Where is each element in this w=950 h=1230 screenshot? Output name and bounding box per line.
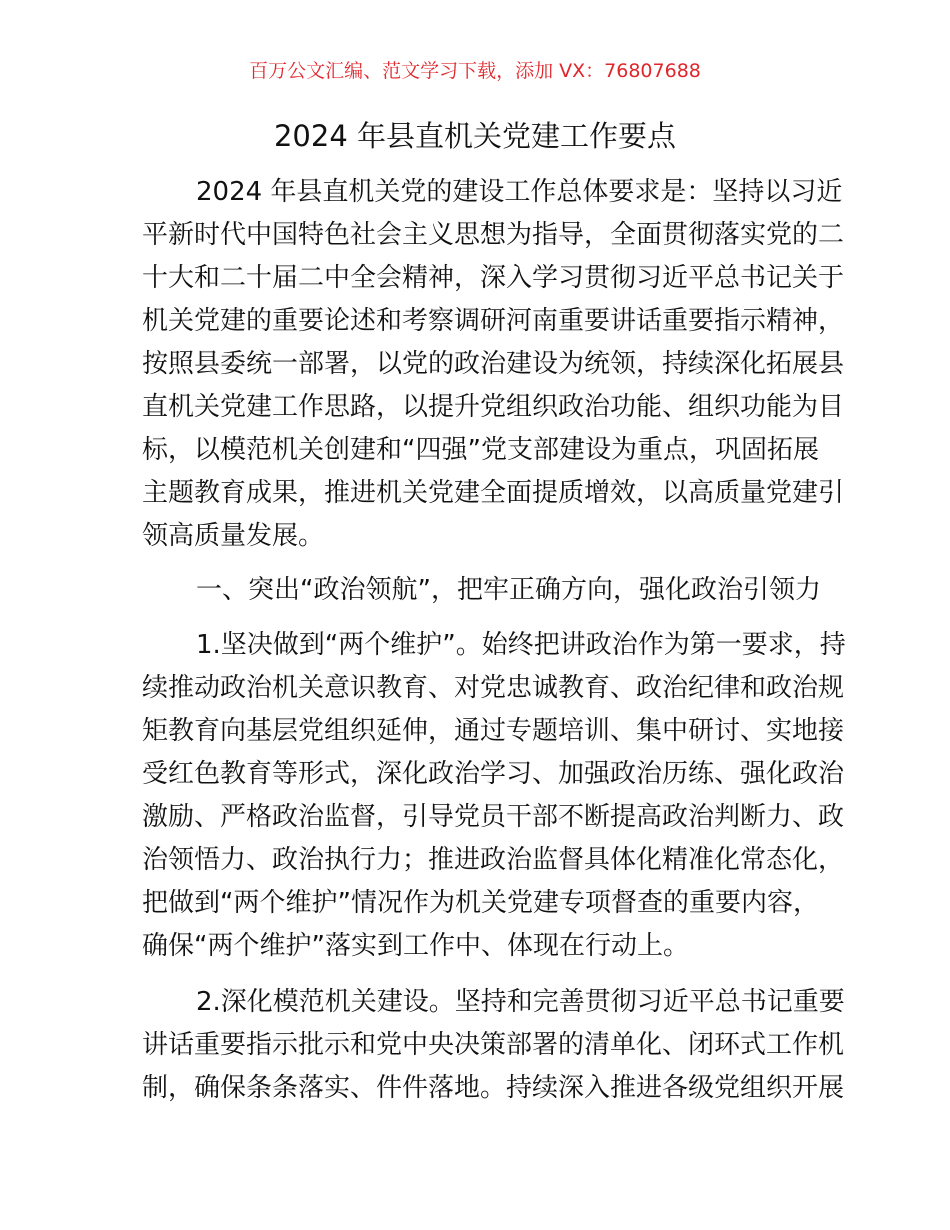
paragraph-line: 2.深化模范机关建设。坚持和完善贯彻习近平总书记重要 [196, 987, 845, 1017]
watermark-header: 百万公文汇编、范文学习下载，添加 VX：76807688 [249, 60, 701, 82]
paragraph-line: 续推动政治机关意识教育、对党忠诚教育、政治纪律和政治规 [142, 673, 845, 703]
document-title: 2024 年县直机关党建工作要点 [273, 119, 677, 153]
paragraph-line: 讲话重要指示批示和党中央决策部署的清单化、闭环式工作机 [142, 1030, 845, 1060]
paragraph-line: 制，确保条条落实、件件落地。持续深入推进各级党组织开展 [142, 1073, 845, 1103]
paragraph-line: 直机关党建工作思路，以提升党组织政治功能、组织功能为目 [142, 392, 845, 422]
paragraph-line: 平新时代中国特色社会主义思想为指导，全面贯彻落实党的二 [142, 220, 845, 250]
paragraph-line: 1.坚决做到“两个维护”。始终把讲政治作为第一要求，持 [196, 630, 846, 660]
paragraph-line: 确保“两个维护”落实到工作中、体现在行动上。 [142, 931, 689, 961]
paragraph-line: 机关党建的重要论述和考察调研河南重要讲话重要指示精神， [142, 306, 845, 336]
paragraph-line: 主题教育成果，推进机关党建全面提质增效，以高质量党建引 [142, 478, 845, 508]
paragraph-line: 十大和二十届二中全会精神，深入学习贯彻习近平总书记关于 [142, 263, 845, 293]
paragraph-line: 受红色教育等形式，深化政治学习、加强政治历练、强化政治 [142, 759, 845, 789]
paragraph-line: 2024 年县直机关党的建设工作总体要求是：坚持以习近 [196, 177, 843, 207]
paragraph-line: 把做到“两个维护”情况作为机关党建专项督查的重要内容， [142, 888, 819, 918]
paragraph-line: 矩教育向基层党组织延伸，通过专题培训、集中研讨、实地接 [142, 716, 845, 746]
section-heading: 一、突出“政治领航”，把牢正确方向，强化政治引领力 [196, 575, 821, 605]
paragraph-line: 按照县委统一部署，以党的政治建设为统领，持续深化拓展县 [142, 349, 845, 379]
paragraph-line: 激励、严格政治监督，引导党员干部不断提高政治判断力、政 [142, 802, 845, 832]
paragraph-line: 领高质量发展。 [142, 521, 325, 551]
paragraph-line: 标，以模范机关创建和“四强”党支部建设为重点，巩固拓展 [142, 435, 819, 465]
paragraph-line: 治领悟力、政治执行力；推进政治监督具体化精准化常态化， [142, 845, 845, 875]
